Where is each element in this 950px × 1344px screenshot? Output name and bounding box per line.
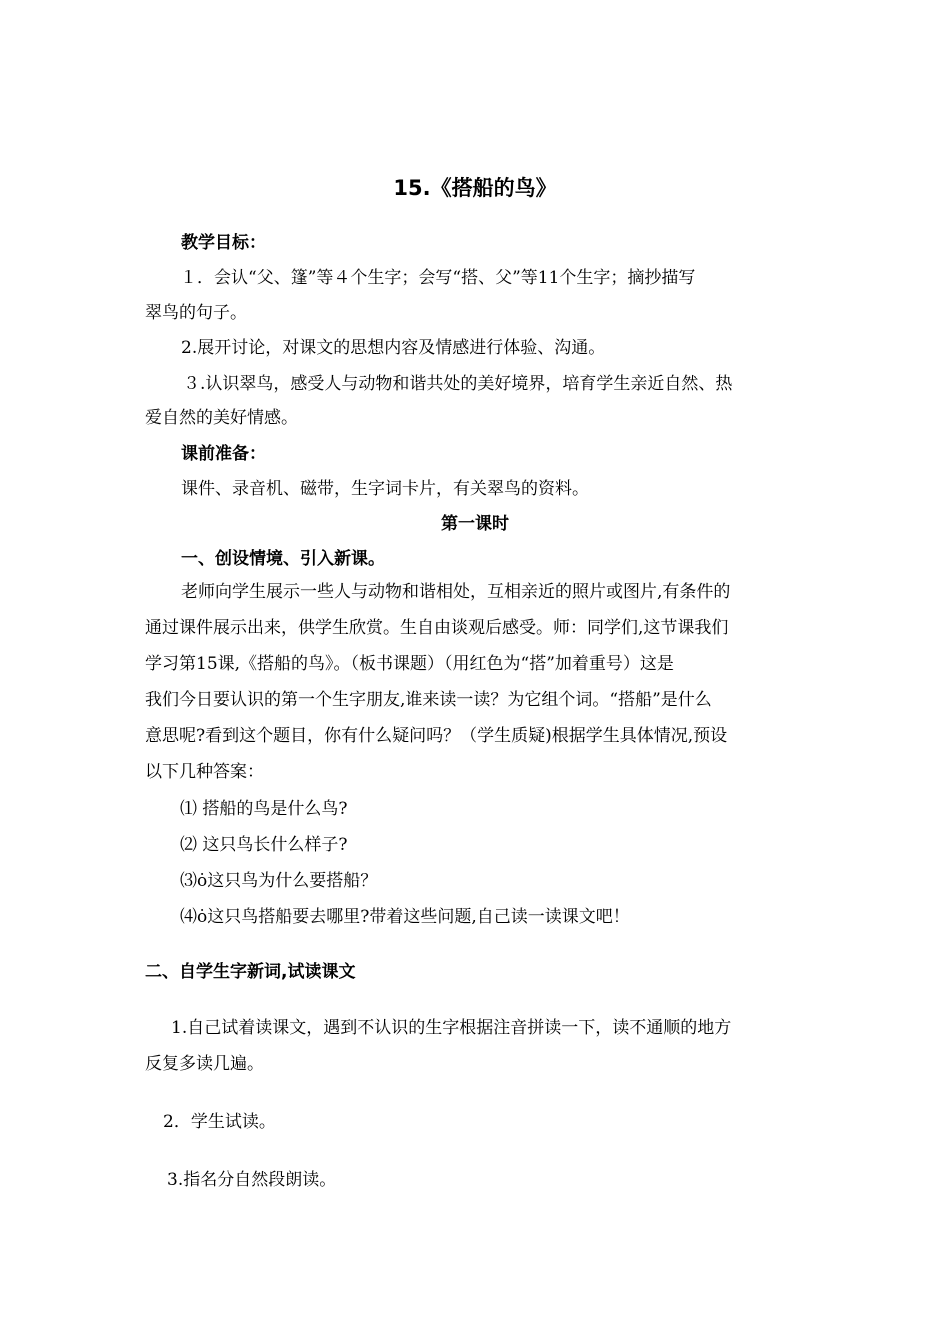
section-1-para-line-1: 老师向学生展示一些人与动物和谐相处，互相亲近的照片或图片,有条件的 (181, 582, 731, 602)
lesson-1-heading: 第一课时 (441, 514, 509, 534)
section-1-para-line-4: 我们今日要认识的第一个生字朋友,谁来读一读？为它组个词。“搭船”是什么 (145, 690, 712, 710)
goals-heading: 教学目标： (181, 233, 266, 253)
section-1-heading: 一、创设情境、引入新课。 (181, 549, 385, 569)
section-1-para-line-3: 学习第15课,《搭船的鸟》。（板书课题）（用红色为“搭”加着重号）这是 (145, 654, 674, 674)
step-1-line-2: 反复多读几遍。 (145, 1054, 264, 1074)
goal-3-line-2: 爱自然的美好情感。 (145, 408, 298, 428)
goal-1-line-2: 翠鸟的句子。 (145, 303, 247, 323)
question-4: ⑷ȯ这只鸟搭船要去哪里?带着这些问题,自己读一读课文吧！ (180, 907, 630, 927)
question-3: ⑶ȯ这只鸟为什么要搭船？ (180, 871, 378, 891)
section-1-para-line-6: 以下几种答案： (145, 762, 264, 782)
step-1-line-1: 1.自己试着读课文，遇到不认识的生字根据注音拼读一下，读不通顺的地方 (171, 1018, 732, 1038)
goal-1-line-1: １．会认“父、篷”等４个生字；会写“搭、父”等11个生字；摘抄描写 (180, 268, 696, 288)
goal-2: 2.展开讨论，对课文的思想内容及情感进行体验、沟通。 (181, 338, 606, 358)
section-1-para-line-2: 通过课件展示出来，供学生欣赏。生自由谈观后感受。师：同学们,这节课我们 (145, 618, 729, 638)
section-2-heading: 二、自学生字新词,试读课文 (145, 962, 356, 982)
section-1-para-line-5: 意思呢?看到这个题目，你有什么疑问吗？（学生质疑)根据学生具体情况,预设 (145, 726, 728, 746)
question-2: ⑵ 这只鸟长什么样子? (180, 835, 348, 855)
prep-text: 课件、录音机、磁带，生字词卡片，有关翠鸟的资料。 (181, 479, 589, 499)
goal-3-line-1: ３.认识翠鸟，感受人与动物和谐共处的美好境界，培育学生亲近自然、热 (183, 374, 733, 394)
document-title: 15.《搭船的鸟》 (393, 176, 557, 200)
prep-heading: 课前准备： (181, 444, 266, 464)
step-2: 2．学生试读。 (163, 1112, 276, 1132)
step-3: 3.指名分自然段朗读。 (167, 1170, 337, 1190)
question-1: ⑴ 搭船的鸟是什么鸟? (180, 799, 348, 819)
